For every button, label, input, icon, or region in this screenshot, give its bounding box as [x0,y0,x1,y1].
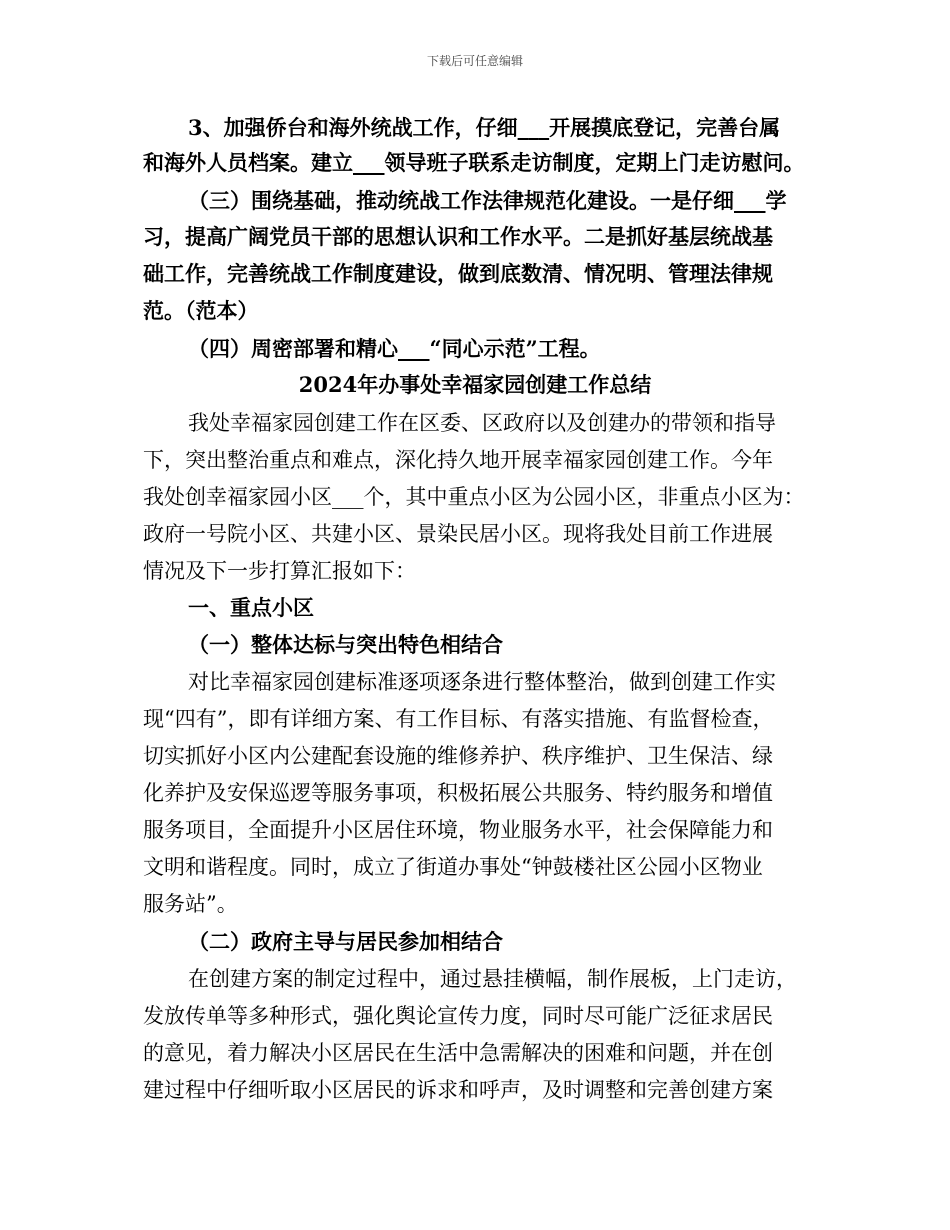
subsection-heading: （二）政府主导与居民参加相结合 [188,929,503,954]
paragraph-line: 情况及下一步打算汇报如下： [143,559,416,583]
paragraph-line: 对比幸福家园创建标准逐项逐条进行整体整治，做到创建工作实 [188,670,776,694]
paragraph-line: 的意见，着力解决小区居民在生活中急需解决的困难和问题，并在创 [143,1041,773,1065]
paragraph-line: 我处创幸福家园小区___个，其中重点小区为公园小区，非重点小区为： [143,485,805,509]
paragraph-line: 建过程中仔细听取小区居民的诉求和呼声，及时调整和完善创建方案 [143,1078,773,1102]
paragraph-line: 化养护及安保巡逻等服务事项，积极拓展公共服务、特约服务和增值 [143,781,773,805]
paragraph-line: 文明和谐程度。同时，成立了街道办事处“钟鼓楼社区公园小区物业 [143,855,763,879]
paragraph-line: 切实抓好小区内公建配套设施的维修养护、秩序维护、卫生保洁、绿 [143,744,773,768]
paragraph-line: 习，提高广阔党员干部的思想认识和工作水平。二是抓好基层统战基 [143,224,773,249]
page-header-note: 下载后可任意编辑 [426,54,523,68]
paragraph-line: 范。（范本） [143,298,259,323]
subsection-heading: （一）整体达标与突出特色相结合 [188,632,503,657]
paragraph-line: 在创建方案的制定过程中，通过悬挂横幅，制作展板，上门走访， [188,967,797,991]
document-title: 2024年办事处幸福家园创建工作总结 [298,372,652,397]
paragraph-line: 下，突出整治重点和难点，深化持久地开展幸福家园创建工作。今年 [143,448,773,472]
paragraph-line: 现“四有”，即有详细方案、有工作目标、有落实措施、有监督检查， [143,707,774,731]
section-heading: （四）周密部署和精心___“同心示范”工程。 [188,336,601,361]
paragraph-line: 服务项目，全面提升小区居住环境，物业服务水平，社会保障能力和 [143,818,773,842]
paragraph-line: 服务站”。 [143,892,238,916]
paragraph-line: 政府一号院小区、共建小区、景染民居小区。现将我处目前工作进展 [143,522,773,546]
paragraph-line: 发放传单等多种形式，强化舆论宣传力度，同时尽可能广泛征求居民 [143,1004,773,1028]
paragraph-line: 和海外人员档案。建立___领导班子联系走访制度，定期上门走访慰问。 [143,150,805,175]
section-heading: 一、重点小区 [188,595,314,620]
section-heading: （三）围绕基础，推动统战工作法律规范化建设。一是仔细___学 [188,188,787,213]
paragraph-line: 我处幸福家园创建工作在区委、区政府以及创建办的带领和指导 [188,411,776,435]
paragraph-line: 础工作，完善统战工作制度建设，做到底数清、情况明、管理法律规 [143,261,773,286]
paragraph-line: 3、加强侨台和海外统战工作，仔细___开展摸底登记，完善台属 [188,115,781,140]
